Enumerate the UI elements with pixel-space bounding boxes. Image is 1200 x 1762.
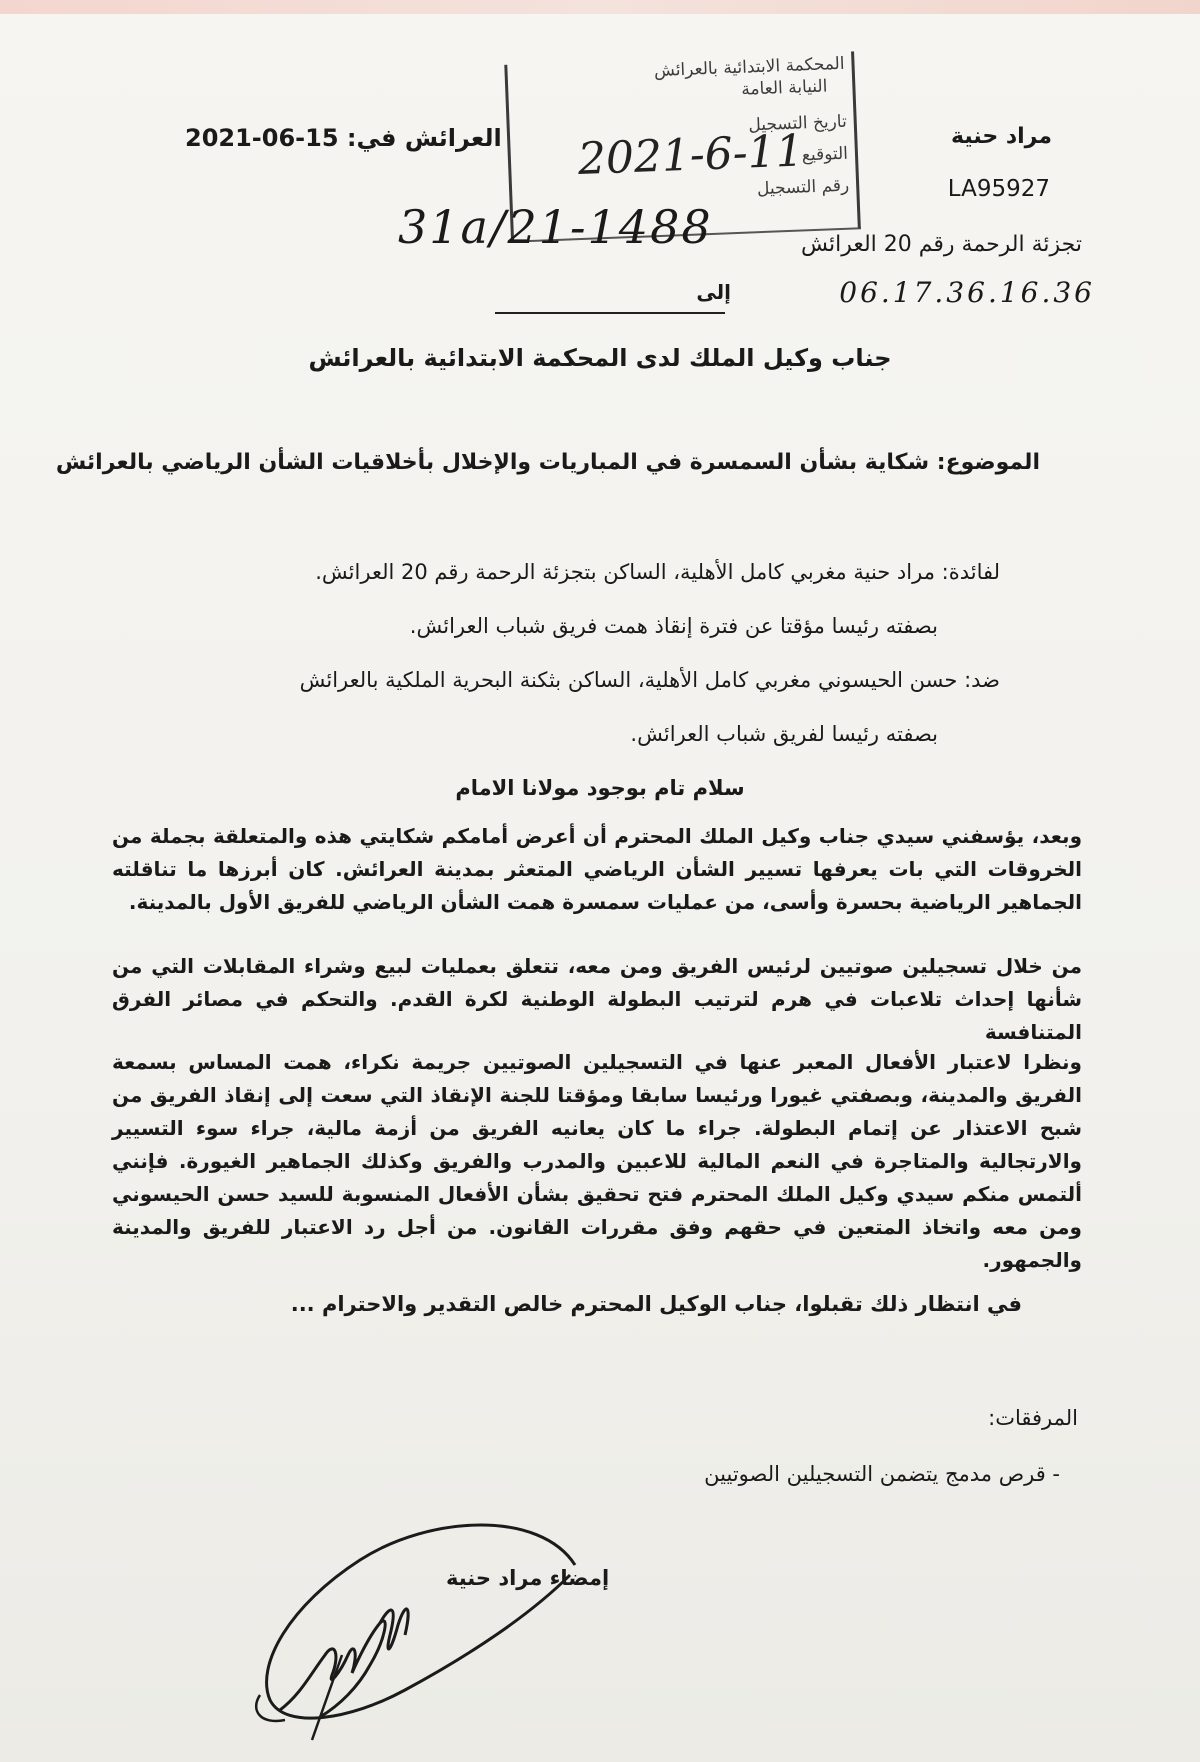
attachments-title: المرفقات:	[988, 1406, 1078, 1430]
date-label: العرائش في:	[346, 124, 502, 152]
subject-line	[56, 450, 1040, 475]
subject-text: شكاية بشأن السمسرة في المباريات والإخلال بأخلاقيات الشأن الرياضي بالعرائش	[55, 450, 930, 475]
body-paragraph-2: من خلال تسجيلين صوتيين لرئيس الفريق ومن معه، تتعلق بعمليات لبيع وشراء المقابلات التي من شأنها إحداث تلاعبات في هرم لترتيب البطولة الوطنية لكرة القدم. والتحكم في مصائر الفرق المتنافسة	[112, 954, 1082, 1044]
stamp-court-name: المحكمة الابتدائية بالعرائش	[653, 53, 845, 82]
stamp-registration-number-label: رقم التسجيل	[756, 175, 850, 200]
greeting: سلام تام بوجود مولانا الامام	[455, 776, 745, 800]
defendant-line-2: بصفته رئيسا لفريق شباب العرائش.	[630, 722, 938, 746]
addressee-title: جناب وكيل الملك لدى المحكمة الابتدائية بالعرائش	[308, 344, 892, 372]
sender-id-number: LA95927	[947, 176, 1050, 202]
sender-name: مراد حنية	[951, 124, 1052, 149]
plaintiff-line-2: بصفته رئيسا مؤقتا عن فترة إنقاذ همت فريق شباب العرائش.	[409, 614, 938, 638]
handwritten-registration-ref: 31a/21-1488	[398, 200, 713, 254]
closing-line: في انتظار ذلك تقبلوا، جناب الوكيل المحترم خالص التقدير والاحترام ...	[290, 1292, 1022, 1316]
letter-date	[185, 124, 502, 152]
stamp-registration-date-label: تاريخ التسجيل	[748, 111, 848, 136]
signature-label: إمضاء مراد حنية	[446, 1566, 610, 1590]
plaintiff-line-1: لفائدة: مراد حنية مغربي كامل الأهلية، الساكن بتجزئة الرحمة رقم 20 العرائش.	[315, 560, 1000, 584]
sender-phone-handwritten: 06.17.36.16.36	[839, 276, 1095, 309]
defendant-line-1: ضد: حسن الحيسوني مغربي كامل الأهلية، الساكن بثكنة البحرية الملكية بالعرائش	[299, 668, 1000, 692]
to-label: إلى	[696, 280, 731, 304]
subject-label: الموضوع:	[936, 450, 1040, 475]
body-paragraph-3: ونظرا لاعتبار الأفعال المعبر عنها في التسجيلين الصوتيين جريمة نكراء، همت المساس بسمعة الفريق والمدينة، وبصفتي غيورا ورئيسا سابقا ومؤقتا للجنة الإنقاذ التي سعت إلى إنقاذ الفريق من شبح الاعتذار عن إتمام البطولة. جراء ما كان يعانيه الفريق من أزمة مالية، جراء سوء التسيير والارتجالية والمتاجرة في النعم المالية للاعبين والمدرب والفريق وكذلك الجماهير الغيورة. فإنني ألتمس منكم سيدي وكيل الملك المحترم فتح تحقيق بشأن الأفعال المنسوبة للسيد حسن الحيسوني ومن معه واتخاذ المتعين في حقهم وفق مقررات القانون. من أجل رد الاعتبار للفريق والمدينة والجمهور.	[112, 1050, 1082, 1272]
to-line	[495, 280, 731, 314]
handwritten-signature	[240, 1505, 620, 1745]
body-paragraph-1: وبعد، يؤسفني سيدي جناب وكيل الملك المحترم أن أعرض أمامكم شكايتي هذه والمتعلقة بجملة من الخروقات التي بات يعرفها تسيير الشأن الرياضي المتعثر بمدينة العرائش. كان أبرزها ما تناقلته الجماهير الرياضية بحسرة وأسى، من عمليات سمسرة همت الشأن الرياضي للفريق الأول بالمدينة.	[112, 824, 1082, 914]
stamp-handwritten-date: 2021-6-11	[577, 125, 805, 186]
attachment-item: - قرص مدمج يتضمن التسجيلين الصوتيين	[704, 1462, 1060, 1486]
stamp-prosecution: النيابة العامة	[740, 76, 828, 100]
stamp-signature-label: التوقيع	[801, 143, 849, 166]
sender-address: تجزئة الرحمة رقم 20 العرائش	[800, 232, 1082, 257]
date-value: 2021-06-15	[185, 124, 339, 152]
scan-edge-tint	[0, 0, 1200, 14]
